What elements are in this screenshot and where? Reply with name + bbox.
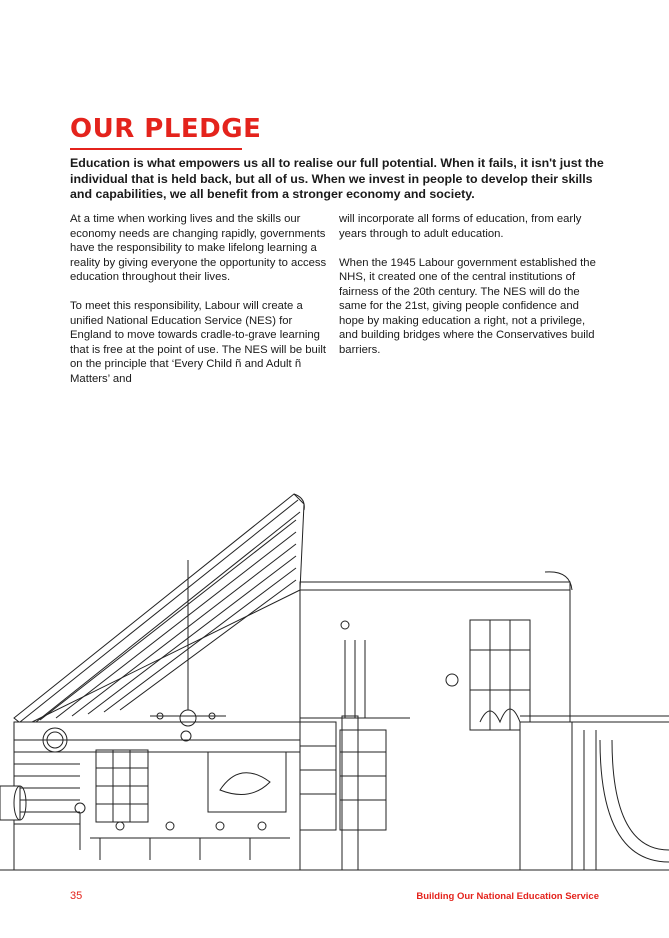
title-underline (70, 148, 242, 150)
footer-title: Building Our National Education Service (416, 891, 599, 902)
body-paragraph: When the 1945 Labour government established the NHS, it created one of the central institutions of fairness of the 20th century. The NES will do the same for the 21st, giving people confidence and hope by making education a right, not a privilege, and building bridges where the Conservatives build barriers. (339, 256, 596, 356)
page-title: OUR PLEDGE (70, 114, 262, 144)
body-paragraph: will incorporate all forms of education, from early years through to adult education. (339, 213, 582, 240)
body-paragraph: At a time when working lives and the skills our economy needs are changing rapidly, governments have the responsibility to make lifelong learning a reality by giving everyone the opportunity to access education throughout their lives. (70, 213, 327, 283)
page-number: 35 (70, 890, 83, 902)
lead-paragraph: Education is what empowers us all to realise our full potential. When it fails, it isn't just the individual that is held back, but all of us. When we invest in people to develop their skills and capabilities, we all benefit from a stronger economy and society. (70, 156, 604, 201)
side-wing (520, 716, 669, 870)
school-building-illustration (0, 490, 669, 882)
sloped-roof (14, 494, 304, 730)
text-column-left (70, 212, 332, 401)
cylinder-pod (0, 786, 20, 820)
body-paragraph: To meet this responsibility, Labour will create a unified National Education Service (NES) for England to move towards cradle-to-grave learning that is free at the point of use. The NES will be built on the principle that ‘Every Child ñ and Adult ñ Matters’ and (70, 300, 326, 385)
text-column-right (339, 212, 601, 372)
